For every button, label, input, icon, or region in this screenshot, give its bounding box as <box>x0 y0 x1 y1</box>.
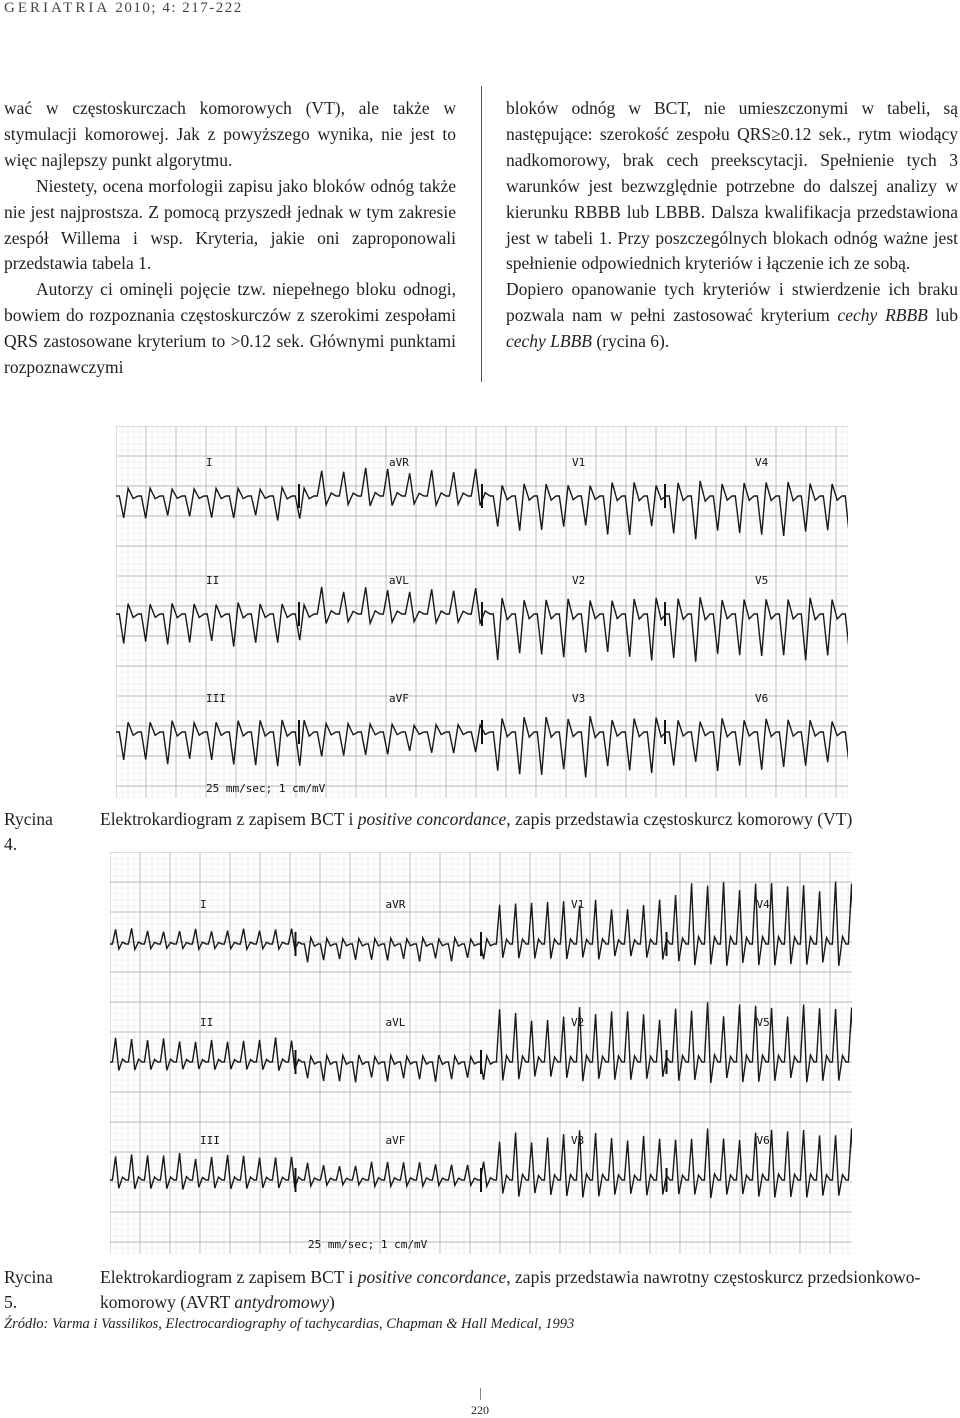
lead-label: aVL <box>389 574 409 587</box>
journal-name: GERIATRIA <box>4 0 111 16</box>
paragraph-text: (rycina 6). <box>592 331 670 352</box>
caption-text <box>100 1265 960 1315</box>
paragraph: Autorzy ci ominęli pojęcie tzw. niepełnego bloku odnogi, bowiem do rozpoznania częstoskurczów z szerokimi zespołami QRS zastosowane kryterium to >0.12 sek. Głównymi punktami rozpoznawczymi <box>4 279 456 378</box>
ecg-traces <box>110 882 852 1199</box>
lead-label: V2 <box>571 1016 585 1029</box>
caption-part: , zapis przedstawia nawrotny częstoskurcz przedsionkowo-komorowy (AVRT <box>100 1267 921 1312</box>
paragraph-text: lub <box>927 305 959 326</box>
emphasis: cechy LBBB <box>506 331 592 352</box>
caption-part: Elektrokardiogram z zapisem BCT i <box>100 1267 358 1287</box>
lead-label: V4 <box>755 456 769 469</box>
lead-label: II <box>206 574 220 587</box>
lead-label: V3 <box>571 1134 585 1147</box>
caption-part: ) <box>329 1292 335 1312</box>
paragraph <box>506 277 958 355</box>
page-number: 220 <box>471 1403 489 1417</box>
column-divider <box>481 86 482 382</box>
emphasis: cechy RBBB <box>837 305 928 326</box>
running-head <box>4 0 243 17</box>
lead-label: I <box>206 456 213 469</box>
lead-label: V6 <box>755 692 769 705</box>
caption-part: , zapis przedstawia częstoskurcz komorowy (VT) <box>506 809 853 829</box>
ecg-figure-4 <box>116 426 848 798</box>
lead-label: V6 <box>756 1134 770 1147</box>
lead-label: aVL <box>385 1016 406 1029</box>
paragraph-text: Dopiero opanowanie tych kryteriów i stwierdzenie ich braku pozwala nam w pełni zastosować kryterium <box>506 279 958 326</box>
lead-label: V5 <box>756 1016 770 1029</box>
caption-part: Elektrokardiogram z zapisem BCT i <box>100 809 358 829</box>
lead-label: III <box>206 692 226 705</box>
journal-citation: 2010; 4: 217-222 <box>110 0 243 16</box>
ecg-chart-4 <box>116 426 848 798</box>
lead-label: V1 <box>571 898 585 911</box>
lead-label: II <box>200 1016 214 1029</box>
figure-source: Źródło: Varma i Vassilikos, Electrocardiography of tachycardias, Chapman & Hall Medical, 1993 <box>4 1316 575 1332</box>
lead-label: aVF <box>389 692 409 705</box>
caption-label: Rycina 4. <box>4 809 53 854</box>
lead-labels <box>200 898 770 1147</box>
lead-label: aVR <box>385 898 406 911</box>
lead-label: V2 <box>572 574 586 587</box>
caption-text <box>100 807 960 832</box>
lead-label: V4 <box>756 898 770 911</box>
caption-label: Rycina 5. <box>4 1267 53 1312</box>
caption-emphasis: antydromowy <box>234 1292 330 1312</box>
lead-label: aVR <box>389 456 409 469</box>
ecg-figure-5 <box>110 852 852 1254</box>
speed-label: 25 mm/sec; 1 cm/mV <box>206 782 326 795</box>
lead-label: V5 <box>755 574 769 587</box>
ecg-chart-5 <box>110 852 852 1254</box>
paragraph: bloków odnóg w BCT, nie umieszczonymi w tabeli, są następujące: szerokość zespołu QRS≥0.12 sek., rytm wiodący nadkomorowy, brak cech preekscytacji. Spełnienie tych 3 warunków jest bezwzględnie potrzebne do dalszej analizy w kierunku RBBB lub LBBB. Dalsza kwalifikacja przedstawiona jest w tabeli 1. Przy poszczególnych blokach odnóg ważne jest spełnienie odpowiednich kryteriów i łączenie ich ze sobą. <box>506 98 958 274</box>
paragraph: wać w częstoskurczach komorowych (VT), ale także w stymulacji komorowej. Jak z powyższego wynika, nie jest to więc najlepszy punkt algorytmu. <box>4 98 456 170</box>
speed-label: 25 mm/sec; 1 cm/mV <box>308 1238 428 1251</box>
paragraph: Niestety, ocena morfologii zapisu jako bloków odnóg także nie jest najprostsza. Z pomocą przyszedł jednak w tym zakresie zespół Willema i wsp. Kryteria, jakie oni zaproponowali przedstawia tabela 1. <box>4 175 456 274</box>
right-column <box>506 96 958 355</box>
caption-emphasis: positive concordance <box>357 1267 507 1287</box>
lead-label: I <box>200 898 207 911</box>
page-marker-line <box>480 1388 481 1400</box>
lead-label: aVF <box>385 1134 406 1147</box>
lead-label: III <box>200 1134 220 1147</box>
left-column <box>4 96 456 381</box>
caption-emphasis: positive concordance <box>357 809 507 829</box>
lead-label: V3 <box>572 692 586 705</box>
lead-label: V1 <box>572 456 586 469</box>
